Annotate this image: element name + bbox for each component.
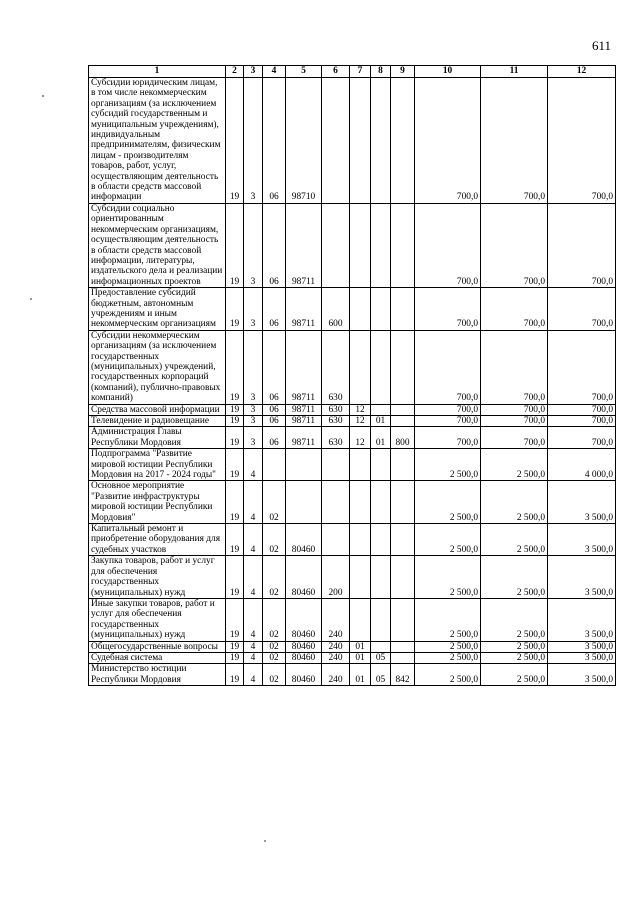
table-cell <box>391 524 415 556</box>
table-cell: 2 500,0 <box>481 556 548 599</box>
column-header: 12 <box>548 66 616 78</box>
table-cell: 4 <box>244 524 263 556</box>
table-cell: 700,0 <box>415 203 481 287</box>
table-cell <box>391 641 415 652</box>
table-cell <box>350 524 371 556</box>
table-cell: 12 <box>350 404 371 415</box>
table-cell: 2 500,0 <box>415 598 481 641</box>
table-cell: 3 500,0 <box>548 598 616 641</box>
table-cell: 700,0 <box>548 203 616 287</box>
table-cell: 630 <box>322 427 350 449</box>
table-cell: 19 <box>226 427 244 449</box>
table-cell <box>391 556 415 599</box>
table-cell: 240 <box>322 652 350 663</box>
table-cell <box>322 78 350 204</box>
table-cell <box>263 449 286 481</box>
table-cell: 200 <box>322 556 350 599</box>
row-name-cell: Телевидение и радиовещание <box>89 416 226 427</box>
table-cell: 19 <box>226 664 244 686</box>
row-name-cell: Подпрограмма "Развитие мировой юстиции Республики Мордовия на 2017 - 2024 годы" <box>89 449 226 481</box>
table-cell: 700,0 <box>415 78 481 204</box>
table-cell: 05 <box>371 664 391 686</box>
table-cell: 4 <box>244 481 263 524</box>
table-cell <box>371 78 391 204</box>
table-cell: 98711 <box>286 203 322 287</box>
table-cell: 700,0 <box>481 78 548 204</box>
table-cell <box>371 404 391 415</box>
row-name-cell: Средства массовой информации <box>89 404 226 415</box>
table-cell: 19 <box>226 330 244 404</box>
table-cell: 01 <box>350 652 371 663</box>
table-cell: 06 <box>263 427 286 449</box>
table-cell: 98711 <box>286 330 322 404</box>
table-cell <box>391 652 415 663</box>
table-cell: 06 <box>263 78 286 204</box>
table-cell: 2 500,0 <box>481 641 548 652</box>
table-cell: 19 <box>226 641 244 652</box>
table-cell <box>350 288 371 331</box>
table-cell: 700,0 <box>415 288 481 331</box>
table-cell: 06 <box>263 404 286 415</box>
table-cell: 700,0 <box>415 416 481 427</box>
table-cell <box>286 449 322 481</box>
table-cell: 05 <box>371 652 391 663</box>
table-row <box>89 203 616 287</box>
column-header: 1 <box>89 66 226 78</box>
table-cell <box>371 203 391 287</box>
table-cell: 2 500,0 <box>415 449 481 481</box>
table-cell <box>391 598 415 641</box>
table-cell: 2 500,0 <box>481 449 548 481</box>
table-cell: 98711 <box>286 416 322 427</box>
table-cell: 12 <box>350 427 371 449</box>
table-cell: 19 <box>226 404 244 415</box>
table-row <box>89 427 616 449</box>
table-cell: 2 500,0 <box>481 664 548 686</box>
table-cell: 3 500,0 <box>548 641 616 652</box>
row-name-cell: Предоставление субсидий бюджетным, автономным учреждениям и иным некоммерческим организациям <box>89 288 226 331</box>
column-header: 5 <box>286 66 322 78</box>
table-cell: 3 500,0 <box>548 652 616 663</box>
table-cell: 2 500,0 <box>415 652 481 663</box>
table-cell: 01 <box>371 416 391 427</box>
table-cell <box>350 556 371 599</box>
table-cell: 630 <box>322 404 350 415</box>
table-cell: 19 <box>226 556 244 599</box>
table-cell: 98711 <box>286 288 322 331</box>
row-name-cell: Министерство юстиции Республики Мордовия <box>89 664 226 686</box>
table-cell: 19 <box>226 288 244 331</box>
table-cell: 80460 <box>286 524 322 556</box>
budget-table <box>88 65 616 686</box>
table-cell: 19 <box>226 652 244 663</box>
table-cell: 3 <box>244 203 263 287</box>
table-cell <box>391 203 415 287</box>
column-header: 6 <box>322 66 350 78</box>
row-name-cell: Основное мероприятие "Развитие инфраструктуры мировой юстиции Республики Мордовия" <box>89 481 226 524</box>
table-cell: 700,0 <box>548 427 616 449</box>
column-header: 2 <box>226 66 244 78</box>
table-cell: 4 000,0 <box>548 449 616 481</box>
table-cell: 700,0 <box>481 427 548 449</box>
page-number: 611 <box>592 38 612 53</box>
table-cell: 240 <box>322 641 350 652</box>
column-header: 10 <box>415 66 481 78</box>
column-header: 9 <box>391 66 415 78</box>
table-cell: 02 <box>263 481 286 524</box>
row-name-cell: Иные закупки товаров, работ и услуг для обеспечения государственных (муниципальных) нужд <box>89 598 226 641</box>
table-cell: 01 <box>350 664 371 686</box>
table-row <box>89 481 616 524</box>
table-cell: 700,0 <box>481 404 548 415</box>
table-cell: 19 <box>226 449 244 481</box>
table-cell: 700,0 <box>481 203 548 287</box>
table-cell: 19 <box>226 481 244 524</box>
table-cell: 3 <box>244 416 263 427</box>
table-cell: 06 <box>263 330 286 404</box>
table-row <box>89 556 616 599</box>
table-cell: 98711 <box>286 404 322 415</box>
table-cell <box>350 78 371 204</box>
table-cell <box>350 598 371 641</box>
table-cell: 02 <box>263 524 286 556</box>
table-cell <box>371 330 391 404</box>
table-cell: 80460 <box>286 598 322 641</box>
table-cell: 4 <box>244 641 263 652</box>
row-name-cell: Судебная система <box>89 652 226 663</box>
table-cell: 700,0 <box>415 427 481 449</box>
table-cell: 98711 <box>286 427 322 449</box>
scan-speck <box>42 95 44 97</box>
table-cell <box>391 78 415 204</box>
column-header: 7 <box>350 66 371 78</box>
row-name-cell: Общегосударственные вопросы <box>89 641 226 652</box>
table-cell <box>322 481 350 524</box>
table-cell <box>322 449 350 481</box>
table-cell: 06 <box>263 416 286 427</box>
table-cell: 3 500,0 <box>548 664 616 686</box>
table-cell: 02 <box>263 556 286 599</box>
table-cell: 700,0 <box>548 78 616 204</box>
table-cell: 2 500,0 <box>481 652 548 663</box>
table-cell: 3 <box>244 288 263 331</box>
table-cell: 3 <box>244 330 263 404</box>
table-cell: 02 <box>263 598 286 641</box>
table-cell: 630 <box>322 416 350 427</box>
table-cell <box>371 288 391 331</box>
table-cell: 80460 <box>286 556 322 599</box>
table-cell: 4 <box>244 598 263 641</box>
table-row <box>89 78 616 204</box>
table-cell: 19 <box>226 203 244 287</box>
row-name-cell: Администрация Главы Республики Мордовия <box>89 427 226 449</box>
table-cell: 240 <box>322 598 350 641</box>
table-cell <box>371 524 391 556</box>
table-cell: 01 <box>371 427 391 449</box>
table-cell: 2 500,0 <box>481 598 548 641</box>
table-cell: 700,0 <box>548 330 616 404</box>
table-cell <box>350 449 371 481</box>
table-cell: 80460 <box>286 652 322 663</box>
table-row <box>89 641 616 652</box>
table-cell: 700,0 <box>548 404 616 415</box>
table-cell: 3 <box>244 427 263 449</box>
table-cell: 4 <box>244 652 263 663</box>
column-header: 4 <box>263 66 286 78</box>
table-cell <box>350 330 371 404</box>
table-cell: 98710 <box>286 78 322 204</box>
table-cell: 2 500,0 <box>415 641 481 652</box>
table-cell: 02 <box>263 641 286 652</box>
table-cell: 06 <box>263 203 286 287</box>
table-cell: 12 <box>350 416 371 427</box>
row-name-cell: Капитальный ремонт и приобретение оборудования для судебных участков <box>89 524 226 556</box>
table-cell: 630 <box>322 330 350 404</box>
table-cell: 700,0 <box>481 416 548 427</box>
table-cell <box>391 416 415 427</box>
table-cell: 2 500,0 <box>415 481 481 524</box>
column-header: 11 <box>481 66 548 78</box>
table-cell: 80460 <box>286 664 322 686</box>
table-cell <box>371 556 391 599</box>
column-header: 8 <box>371 66 391 78</box>
table-cell <box>371 598 391 641</box>
table-cell: 700,0 <box>415 330 481 404</box>
table-cell: 4 <box>244 664 263 686</box>
table-cell: 2 500,0 <box>481 524 548 556</box>
table-cell: 2 500,0 <box>415 556 481 599</box>
table-header-row <box>89 66 616 78</box>
table-cell: 700,0 <box>548 416 616 427</box>
table-cell: 06 <box>263 288 286 331</box>
table-row <box>89 449 616 481</box>
table-cell: 800 <box>391 427 415 449</box>
table-cell: 3 500,0 <box>548 556 616 599</box>
scan-speck <box>30 298 32 300</box>
table-row <box>89 288 616 331</box>
table-cell: 600 <box>322 288 350 331</box>
table-cell: 19 <box>226 598 244 641</box>
table-row <box>89 404 616 415</box>
table-cell: 700,0 <box>548 288 616 331</box>
row-name-cell: Субсидии юридическим лицам, в том числе некоммерческим организациям (за исключением субсидий государственным и муниципальным учреждениям), индивидуальным предпринимателям, физическим лицам - производителям товаров, работ, услуг, осуществляющим деятельность в области средств массовой информации <box>89 78 226 204</box>
row-name-cell: Субсидии некоммерческим организациям (за исключением государственных (муниципальных) учреждений, государственных корпораций (компаний), публично-правовых компаний) <box>89 330 226 404</box>
row-name-cell: Субсидии социально ориентированным некоммерческим организациям, осуществляющим деятельность в области средств массовой информации, литературы, издательского дела и реализации информационных проектов <box>89 203 226 287</box>
table-cell: 240 <box>322 664 350 686</box>
table-cell <box>371 449 391 481</box>
table-cell: 4 <box>244 449 263 481</box>
table-cell: 4 <box>244 556 263 599</box>
table-cell <box>391 404 415 415</box>
table-cell: 19 <box>226 524 244 556</box>
table-cell <box>371 481 391 524</box>
table-cell: 2 500,0 <box>415 664 481 686</box>
table-cell: 3 500,0 <box>548 481 616 524</box>
column-header: 3 <box>244 66 263 78</box>
row-name-cell: Закупка товаров, работ и услуг для обеспечения государственных (муниципальных) нужд <box>89 556 226 599</box>
table-row <box>89 524 616 556</box>
table-cell: 842 <box>391 664 415 686</box>
table-cell <box>391 330 415 404</box>
table-cell <box>350 203 371 287</box>
table-cell: 01 <box>350 641 371 652</box>
table-cell <box>350 481 371 524</box>
table-cell <box>371 641 391 652</box>
table-cell: 3 500,0 <box>548 524 616 556</box>
table-cell <box>391 288 415 331</box>
table-cell: 02 <box>263 652 286 663</box>
table-row <box>89 664 616 686</box>
table-cell: 700,0 <box>481 330 548 404</box>
scan-speck <box>264 840 266 842</box>
table-cell <box>286 481 322 524</box>
table-row <box>89 598 616 641</box>
table-cell <box>391 449 415 481</box>
table-cell: 80460 <box>286 641 322 652</box>
table-row <box>89 330 616 404</box>
table-cell: 700,0 <box>415 404 481 415</box>
table-cell: 19 <box>226 78 244 204</box>
table-row <box>89 652 616 663</box>
table-row <box>89 416 616 427</box>
table-cell: 2 500,0 <box>415 524 481 556</box>
table-cell: 2 500,0 <box>481 481 548 524</box>
table-cell: 700,0 <box>481 288 548 331</box>
table-cell <box>322 203 350 287</box>
table-cell: 3 <box>244 404 263 415</box>
table-cell: 3 <box>244 78 263 204</box>
table-cell: 19 <box>226 416 244 427</box>
table-cell <box>322 524 350 556</box>
table-cell: 02 <box>263 664 286 686</box>
table-cell <box>391 481 415 524</box>
